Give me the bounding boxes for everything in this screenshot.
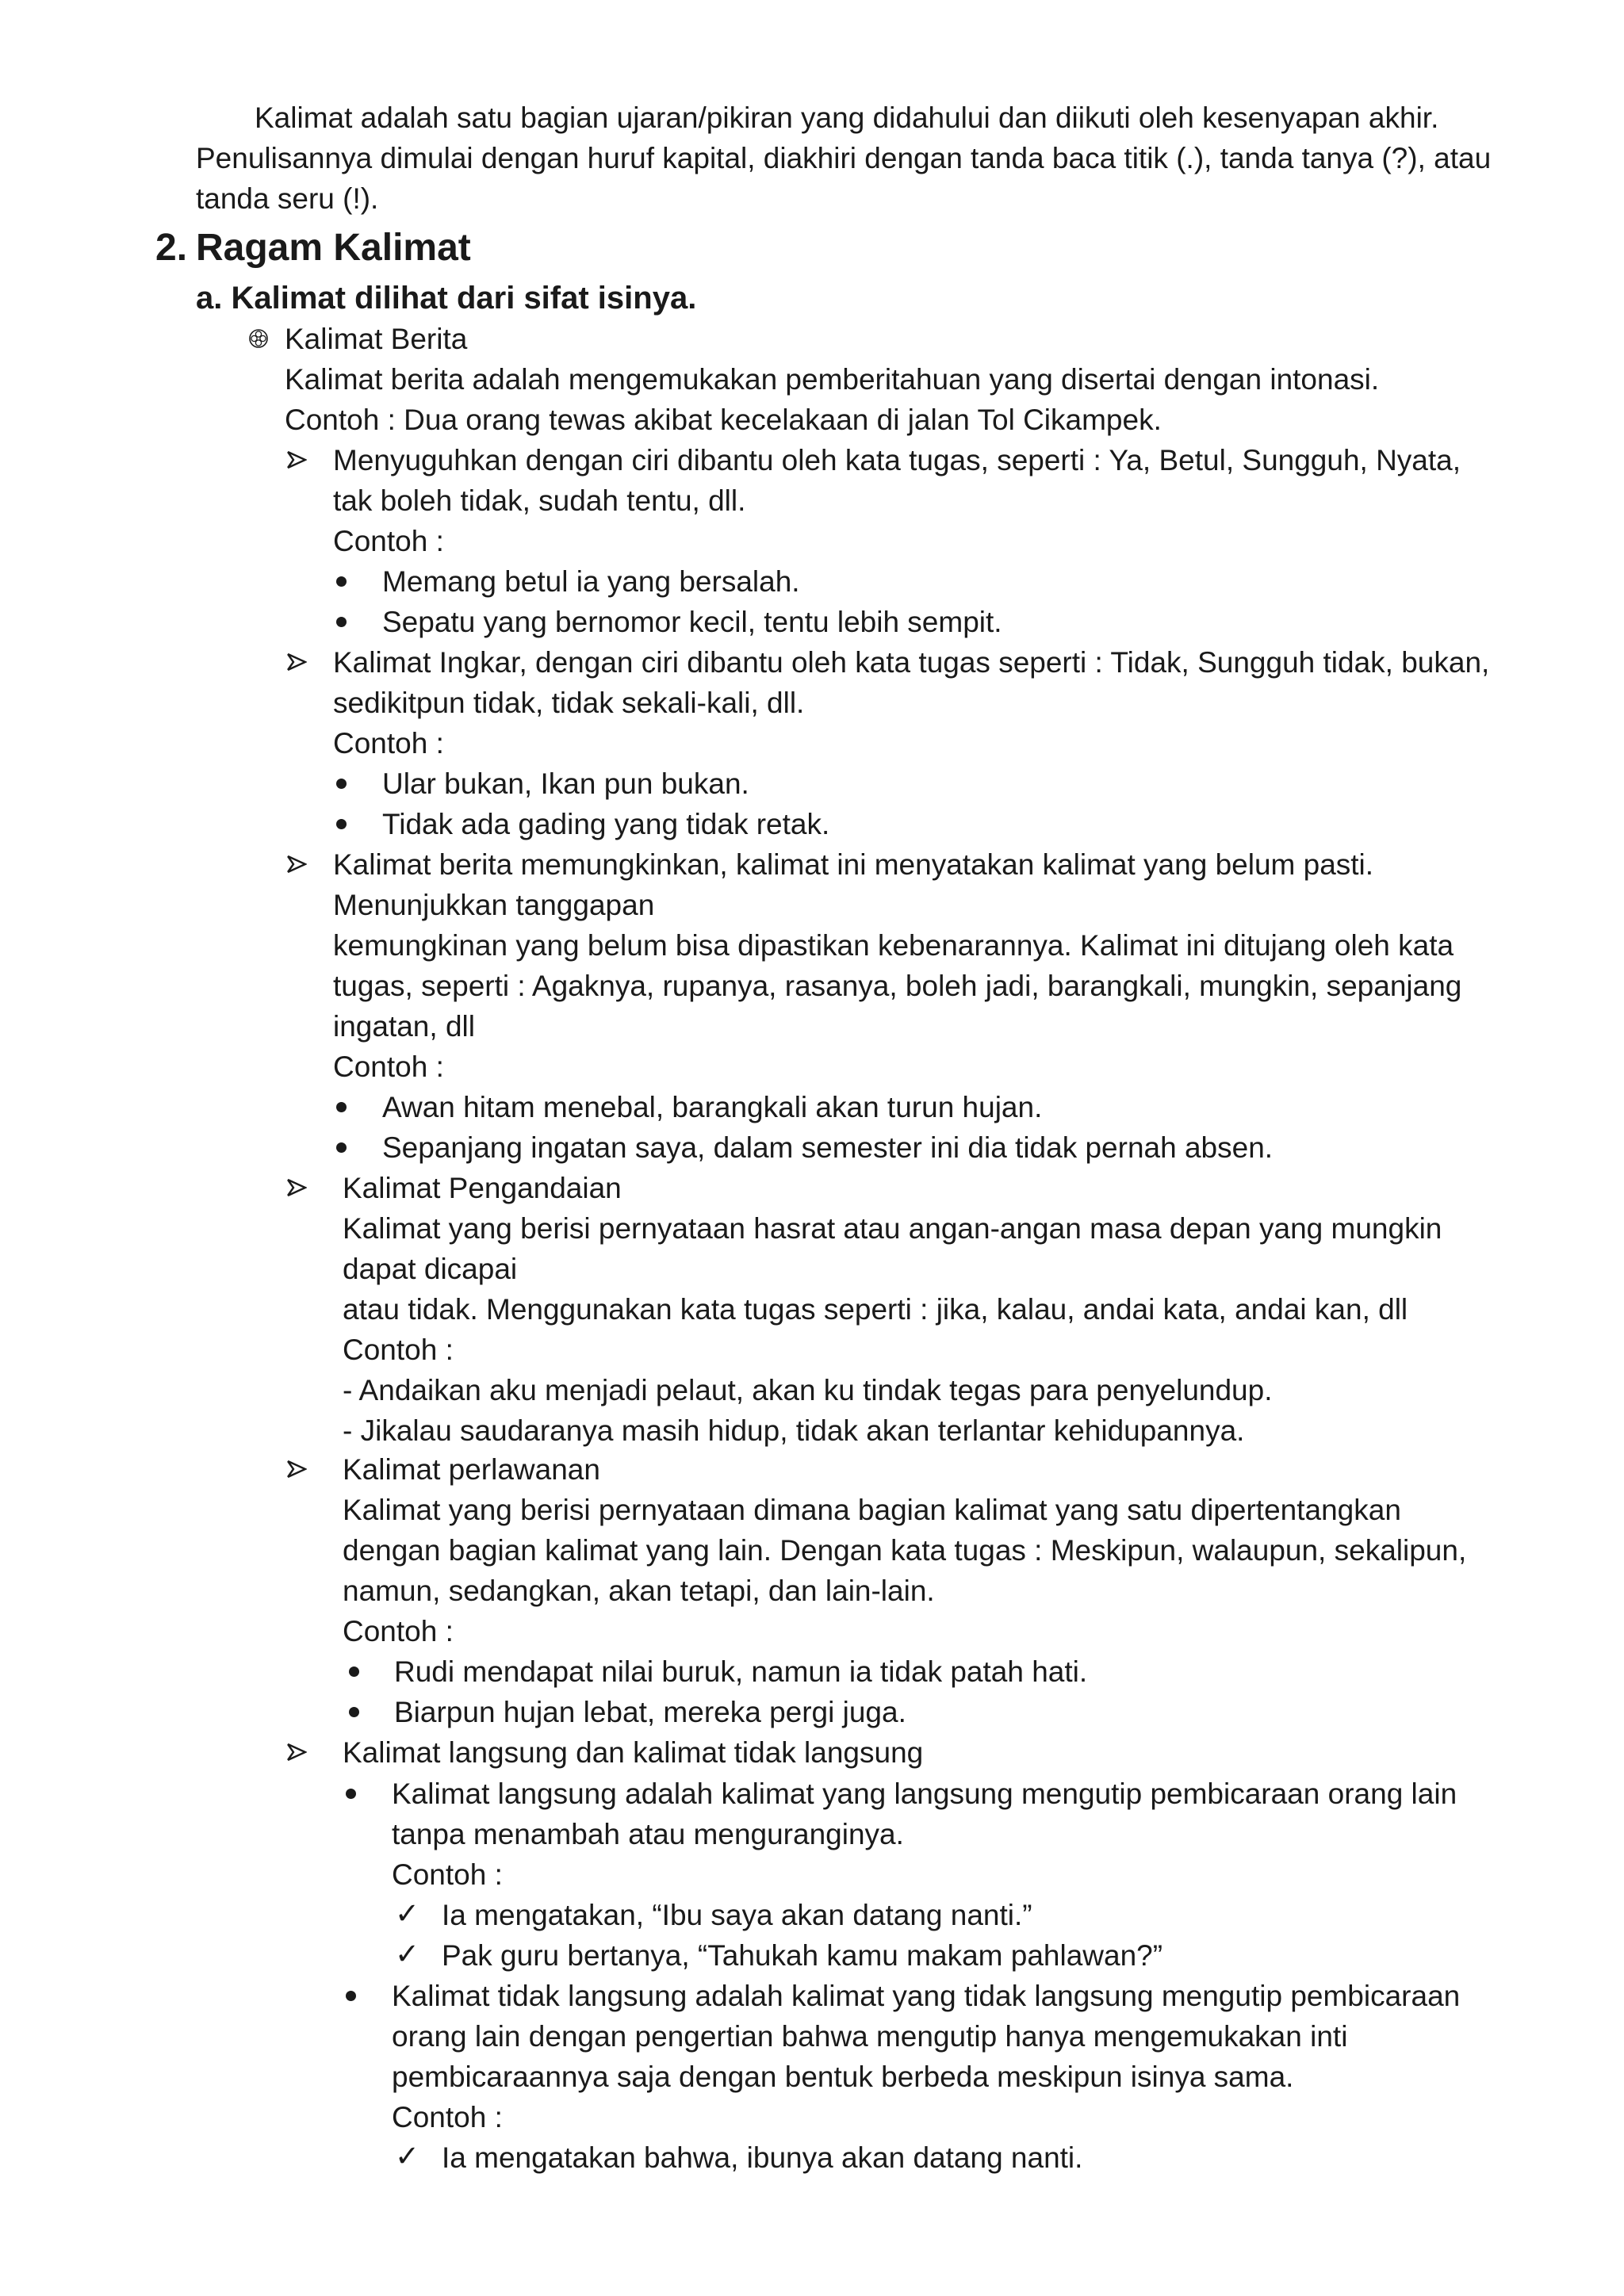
ingkar-contoh: Contoh : [333, 727, 444, 760]
arrowhead-bullet-icon [286, 1460, 307, 1479]
tidak-langsung-line-2: orang lain dengan pengertian bahwa mengutip hanya mengemukakan inti [392, 2020, 1348, 2053]
disc-bullet-icon [336, 617, 347, 627]
langsung-title: Kalimat langsung dan kalimat tidak langsung [343, 1736, 924, 1769]
langsung-line-1: Kalimat langsung adalah kalimat yang langsung mengutip pembicaraan orang lain [392, 1777, 1457, 1810]
kemungkinan-example-1: Awan hitam menebal, barangkali akan turun hujan. [382, 1091, 1043, 1123]
pengandaian-example-1: - Andaikan aku menjadi pelaut, akan ku tindak tegas para penyelundup. [343, 1374, 1273, 1406]
pengandaian-example-2: - Jikalau saudaranya masih hidup, tidak akan terlantar kehidupannya. [343, 1414, 1245, 1447]
pengandaian-line-3: atau tidak. Menggunakan kata tugas seperti : jika, kalau, andai kata, andai kan, dll [343, 1293, 1408, 1326]
pengandaian-line-1: Kalimat yang berisi pernyataan hasrat atau angan-angan masa depan yang mungkin [343, 1212, 1442, 1245]
ingkar-example-2: Tidak ada gading yang tidak retak. [382, 808, 830, 840]
langsung-example-2: Pak guru bertanya, “Tahukah kamu makam pahlawan?” [442, 1939, 1163, 1972]
arrowhead-bullet-icon [286, 855, 307, 874]
arrowhead-bullet-icon [286, 450, 307, 469]
perlawanan-line-3: namun, sedangkan, akan tetapi, dan lain-lain. [343, 1575, 935, 1607]
subsection-title: a. Kalimat dilihat dari sifat isinya. [196, 281, 697, 316]
disc-bullet-icon [336, 779, 347, 789]
perlawanan-contoh: Contoh : [343, 1615, 454, 1647]
intro-line-1: Kalimat adalah satu bagian ujaran/pikiran yang didahului dan diikuti oleh kesenyapan akhir. [255, 101, 1439, 134]
menyuguhkan-contoh: Contoh : [333, 525, 444, 557]
kemungkinan-line-4: tugas, seperti : Agaknya, rupanya, rasanya, boleh jadi, barangkali, mungkin, sepanjang [333, 970, 1462, 1002]
disc-bullet-icon [349, 1667, 359, 1677]
kemungkinan-example-2: Sepanjang ingatan saya, dalam semester ini dia tidak pernah absen. [382, 1131, 1274, 1164]
checkmark-bullet-icon: ✓ [395, 1897, 420, 1930]
section-number: 2. [155, 227, 188, 269]
arrowhead-bullet-icon [286, 652, 307, 672]
tidak-langsung-example-1: Ia mengatakan bahwa, ibunya akan datang nanti. [442, 2141, 1083, 2174]
disc-bullet-icon [349, 1707, 359, 1717]
perlawanan-line-1: Kalimat yang berisi pernyataan dimana bagian kalimat yang satu dipertentangkan [343, 1494, 1401, 1526]
langsung-line-2: tanpa menambah atau menguranginya. [392, 1818, 904, 1850]
checkmark-bullet-icon: ✓ [395, 1938, 420, 1970]
disc-bullet-icon [336, 1102, 347, 1112]
intro-line-2: Penulisannya dimulai dengan huruf kapital, diakhiri dengan tanda baca titik (.), tanda tanya (?), atau [196, 142, 1492, 174]
menyuguhkan-line-1: Menyuguhkan dengan ciri dibantu oleh kata tugas, seperti : Ya, Betul, Sungguh, Nyata, [333, 444, 1461, 476]
kemungkinan-line-5: ingatan, dll [333, 1010, 475, 1043]
perlawanan-title: Kalimat perlawanan [343, 1453, 600, 1486]
arrowhead-bullet-icon [286, 1743, 307, 1762]
perlawanan-line-2: dengan bagian kalimat yang lain. Dengan kata tugas : Meskipun, walaupun, sekalipun, [343, 1534, 1467, 1567]
pengandaian-title: Kalimat Pengandaian [343, 1172, 622, 1204]
intro-line-3: tanda seru (!). [196, 182, 379, 215]
langsung-example-1: Ia mengatakan, “Ibu saya akan datang nanti.” [442, 1899, 1032, 1931]
flower-bullet-icon [248, 328, 269, 349]
kemungkinan-line-2: Menunjukkan tanggapan [333, 889, 655, 921]
kemungkinan-line-1: Kalimat berita memungkinkan, kalimat ini menyatakan kalimat yang belum pasti. [333, 848, 1374, 881]
disc-bullet-icon [336, 819, 347, 829]
ingkar-line-2: sedikitpun tidak, tidak sekali-kali, dll. [333, 687, 805, 719]
arrowhead-bullet-icon [286, 1178, 307, 1197]
checkmark-bullet-icon: ✓ [395, 2140, 420, 2172]
kemungkinan-contoh: Contoh : [333, 1050, 444, 1083]
pengandaian-line-2: dapat dicapai [343, 1253, 518, 1285]
berita-title: Kalimat Berita [285, 323, 468, 355]
langsung-contoh: Contoh : [392, 1858, 503, 1891]
disc-bullet-icon [336, 576, 347, 587]
menyuguhkan-example-2: Sepatu yang bernomor kecil, tentu lebih sempit. [382, 606, 1002, 638]
berita-desc: Kalimat berita adalah mengemukakan pemberitahuan yang disertai dengan intonasi. [285, 363, 1380, 396]
disc-bullet-icon [336, 1142, 347, 1153]
section-title: Ragam Kalimat [196, 227, 471, 269]
kemungkinan-line-3: kemungkinan yang belum bisa dipastikan kebenarannya. Kalimat ini ditujang oleh kata [333, 929, 1454, 962]
disc-bullet-icon [346, 1789, 356, 1799]
ingkar-line-1: Kalimat Ingkar, dengan ciri dibantu oleh kata tugas seperti : Tidak, Sungguh tidak, bukan, [333, 646, 1490, 679]
menyuguhkan-example-1: Memang betul ia yang bersalah. [382, 565, 800, 598]
tidak-langsung-line-1: Kalimat tidak langsung adalah kalimat yang tidak langsung mengutip pembicaraan [392, 1980, 1461, 2012]
perlawanan-example-1: Rudi mendapat nilai buruk, namun ia tidak patah hati. [394, 1655, 1088, 1688]
tidak-langsung-contoh: Contoh : [392, 2101, 503, 2133]
tidak-langsung-line-3: pembicaraannya saja dengan bentuk berbeda meskipun isinya sama. [392, 2061, 1294, 2093]
pengandaian-contoh: Contoh : [343, 1334, 454, 1366]
perlawanan-example-2: Biarpun hujan lebat, mereka pergi juga. [394, 1696, 906, 1728]
ingkar-example-1: Ular bukan, Ikan pun bukan. [382, 767, 749, 800]
menyuguhkan-line-2: tak boleh tidak, sudah tentu, dll. [333, 484, 746, 517]
berita-example: Contoh : Dua orang tewas akibat kecelakaan di jalan Tol Cikampek. [285, 404, 1162, 436]
disc-bullet-icon [346, 1991, 356, 2001]
